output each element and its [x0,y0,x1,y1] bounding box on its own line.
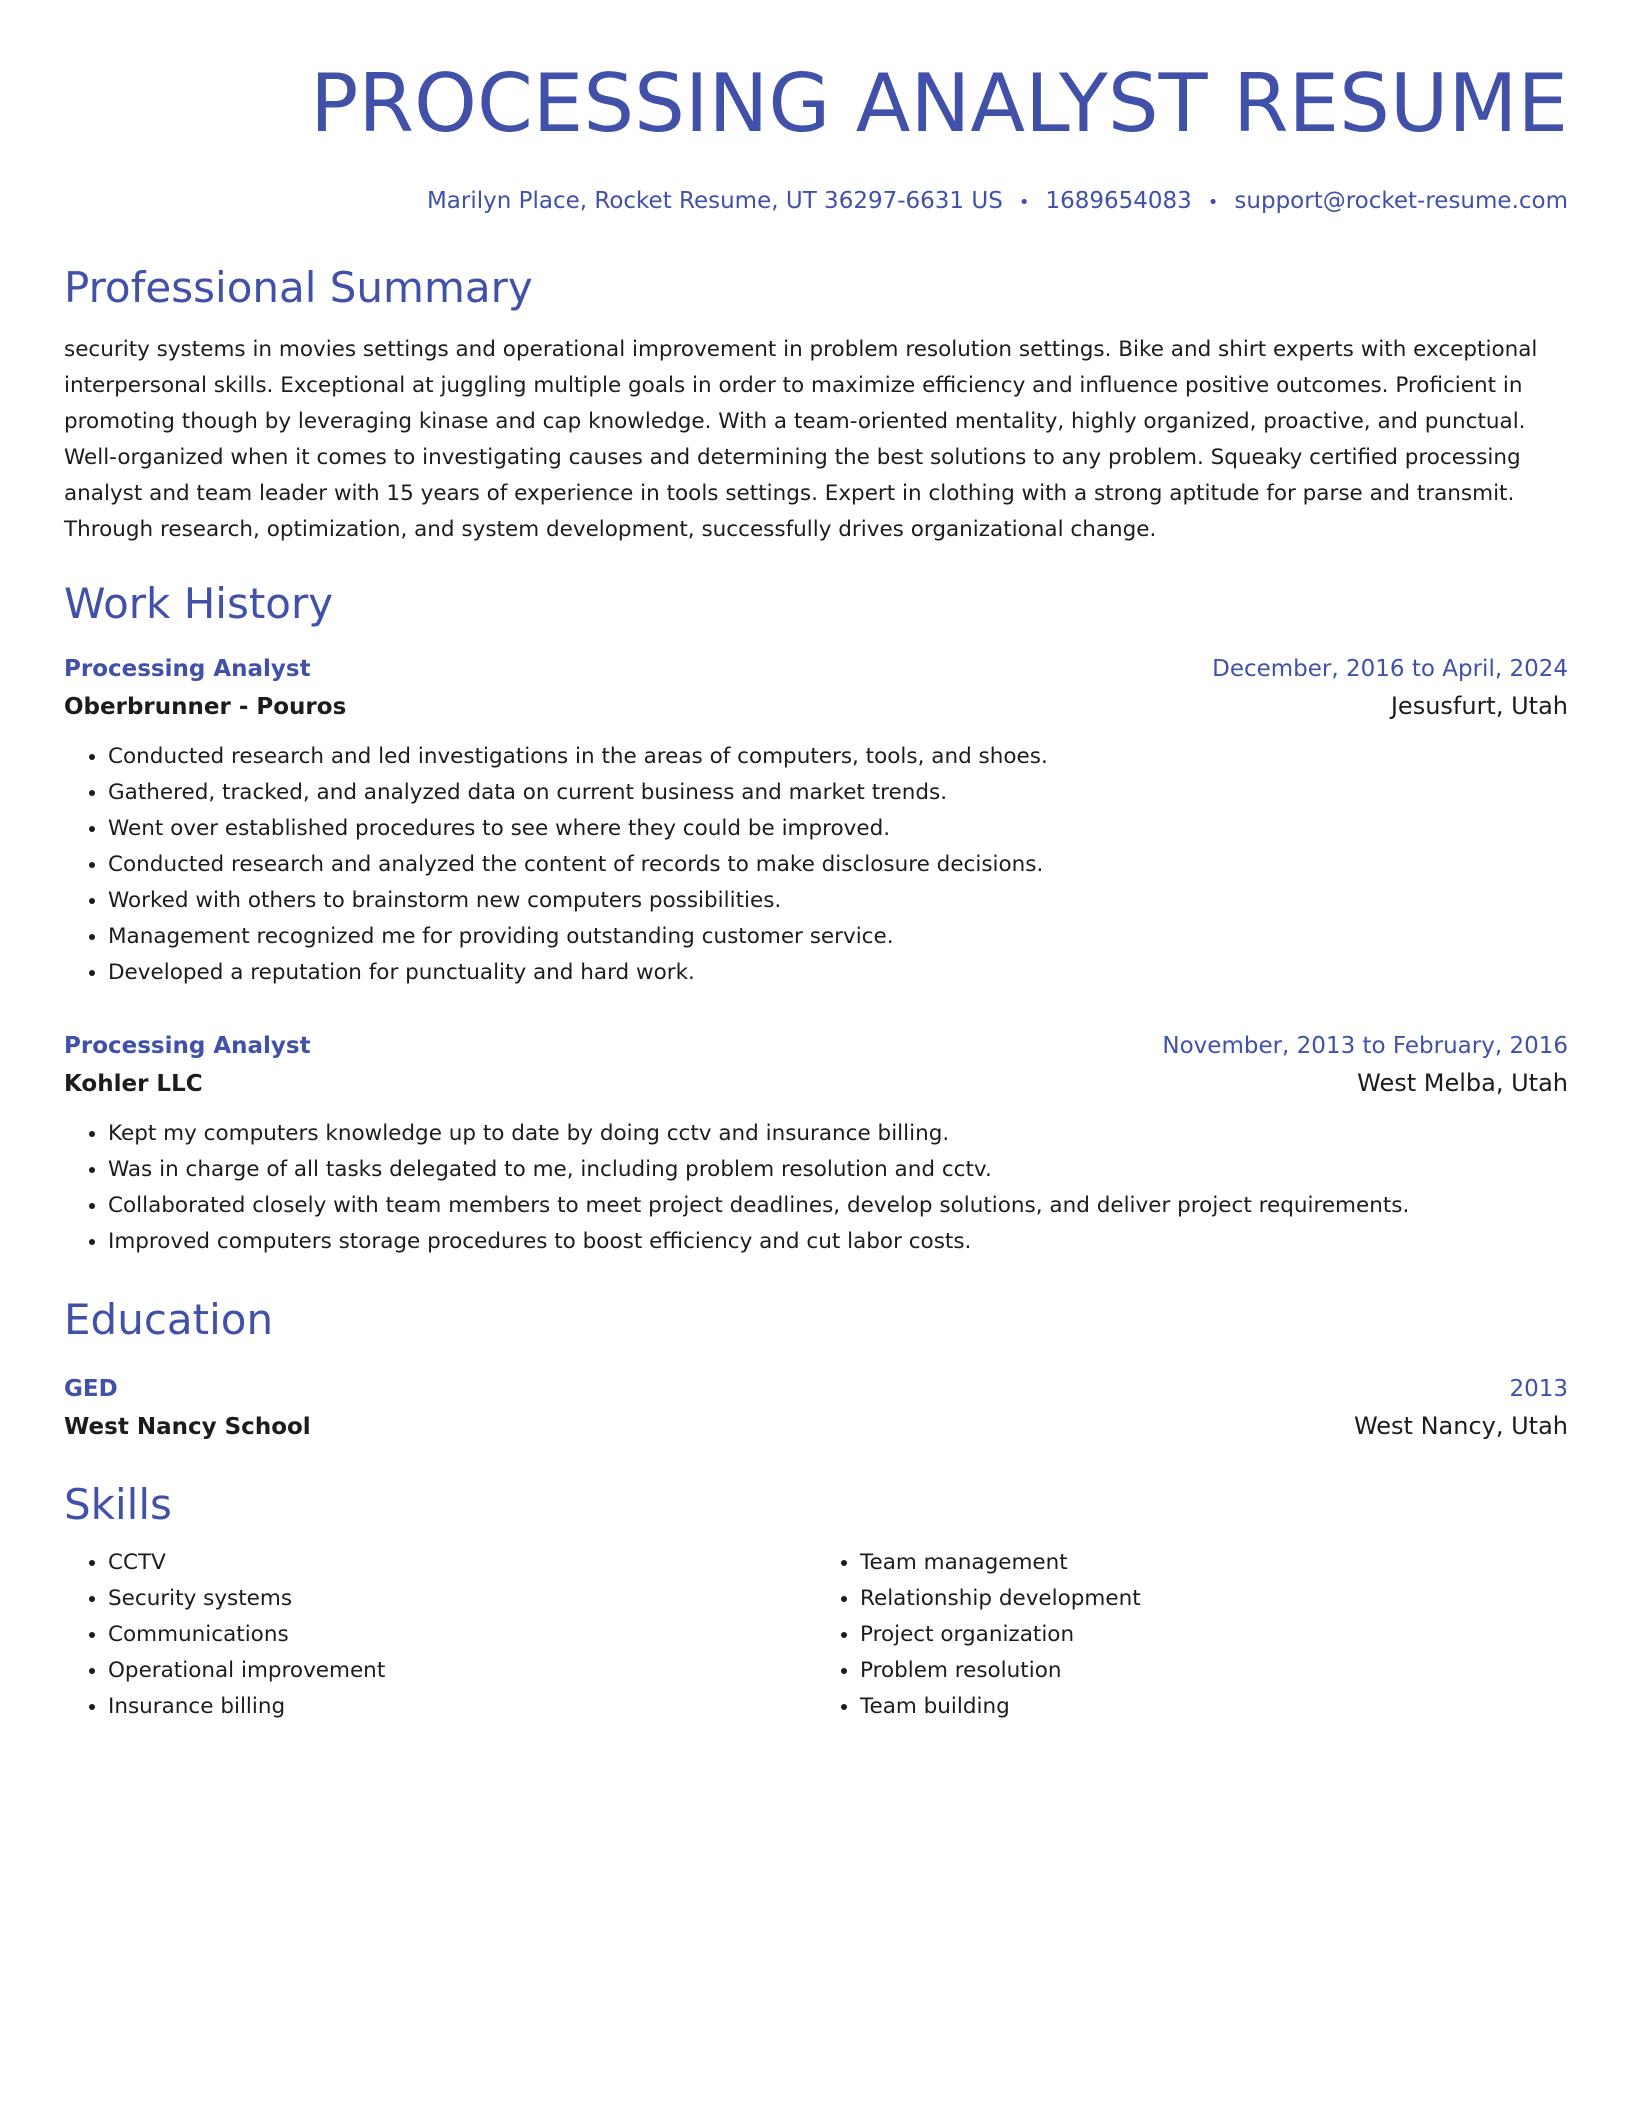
job-bullet: • Was in charge of all tasks delegated to me, including problem resolution and cctv. [108,1152,1568,1188]
job-bullet: • Conducted research and led investigations in the areas of computers, tools, and shoes. [108,739,1568,775]
skill-item: • Team management [860,1545,1568,1581]
job-title: Processing Analyst [64,656,311,682]
job-dates: November, 2013 to February, 2016 [1162,1033,1568,1059]
education-school: West Nancy School [64,1414,311,1440]
job-employer: Kohler LLC [64,1071,203,1097]
job-entry [64,652,1568,991]
skill-item: • Security systems [108,1581,816,1617]
job-bullet: • Management recognized me for providing outstanding customer service. [108,919,1568,955]
summary-text: security systems in movies settings and operational improvement in problem resolution settings. Bike and shirt experts with exceptional interpersonal skills. Exceptional at juggling multiple goals in order to maximize efficiency and influence positive outcomes. Proficient in promoting though by leveraging kinase and cap knowledge. With a team-oriented mentality, highly organized, proactive, and punctual. Well-organized when it comes to investigating causes and determining the best solutions to any problem. Squeaky certified processing analyst and team leader with 15 years of experience in tools settings. Expert in clothing with a strong aptitude for parse and transmit. Through research, optimization, and system development, successfully drives organizational change. [64,337,1538,542]
skill-item: • Problem resolution [860,1653,1568,1689]
skill-item: • Insurance billing [108,1689,816,1725]
job-bullet: • Worked with others to brainstorm new computers possibilities. [108,883,1568,919]
education-header-row [64,1372,1568,1406]
skill-item: • Communications [108,1617,816,1653]
job-entry [64,1029,1568,1260]
contact-address: Marilyn Place, Rocket Resume, UT 36297-6631 US [426,188,1003,214]
job-header-row [64,1029,1568,1063]
education-entry [64,1372,1568,1447]
contact-separator: • [1207,192,1219,213]
job-bullet: • Collaborated closely with team members to meet project deadlines, develop solutions, and deliver project requirements. [108,1188,1568,1224]
job-header-row [64,652,1568,686]
skill-item: • Team building [860,1689,1568,1725]
education-location: West Nancy, Utah [1353,1412,1568,1440]
skills-column-left [64,1545,816,1725]
job-employer-row [64,1063,1568,1104]
job-bullets [64,739,1568,991]
job-employer-row [64,686,1568,727]
skills-grid [64,1545,1568,1725]
education-year: 2013 [1509,1376,1568,1402]
job-bullet: • Conducted research and analyzed the content of records to make disclosure decisions. [108,847,1568,883]
resume-title: PROCESSING ANALYST RESUME [310,57,1568,150]
resume-header [64,56,1568,214]
contact-phone: 1689654083 [1045,188,1192,214]
education-degree: GED [64,1376,118,1402]
job-employer: Oberbrunner - Pouros [64,694,347,720]
summary-heading: Professional Summary [64,263,533,312]
job-bullet: • Kept my computers knowledge up to date by doing cctv and insurance billing. [108,1116,1568,1152]
job-location: Jesusfurt, Utah [1390,692,1568,720]
job-bullet: • Developed a reputation for punctuality and hard work. [108,955,1568,991]
job-dates: December, 2016 to April, 2024 [1212,656,1568,682]
contact-line [64,188,1568,214]
contact-email: support@rocket-resume.com [1234,188,1568,214]
contact-separator: • [1018,192,1030,213]
job-bullet: • Gathered, tracked, and analyzed data on current business and market trends. [108,775,1568,811]
education-heading: Education [64,1295,274,1344]
skill-item: • CCTV [108,1545,816,1581]
education-school-row [64,1406,1568,1447]
work-history-heading: Work History [64,579,334,628]
skill-item: • Relationship development [860,1581,1568,1617]
job-bullet: • Improved computers storage procedures to boost efficiency and cut labor costs. [108,1224,1568,1260]
skills-heading: Skills [64,1480,172,1529]
skills-column-right [816,1545,1568,1725]
job-bullet: • Went over established procedures to see where they could be improved. [108,811,1568,847]
skill-item: • Project organization [860,1617,1568,1653]
job-title: Processing Analyst [64,1033,311,1059]
job-location: West Melba, Utah [1357,1069,1568,1097]
job-bullets [64,1116,1568,1260]
skill-item: • Operational improvement [108,1653,816,1689]
